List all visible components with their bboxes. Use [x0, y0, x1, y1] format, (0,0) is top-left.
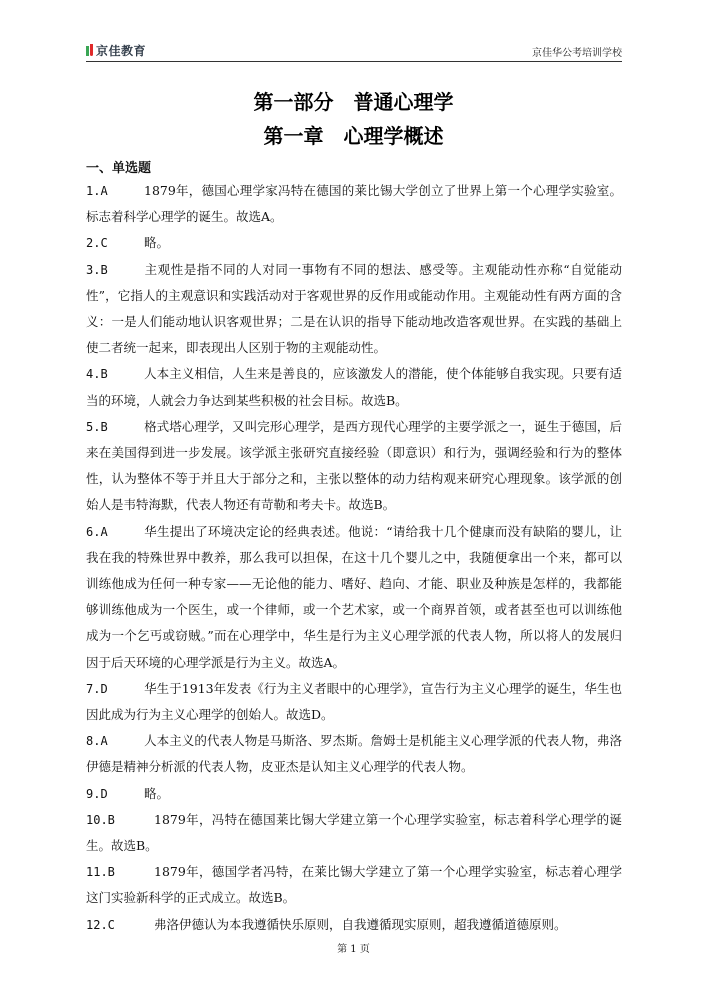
answer-explanation: 主观性是指不同的人对同一事物有不同的想法、感受等。主观能动性亦称“自觉能动性”，它指人的主观意识和实践活动对于客观世界的反作用或能动作用。主观能动性有两方面的含义：一是人们能动地认识客观世界；二是在认识的指导下能动地改造客观世界。在实践的基础上使二者统一起来，即表现出人区别于物的主观能动性。: [86, 261, 622, 356]
answer-number: 7.D: [86, 681, 108, 696]
answer-number: 11.B: [86, 865, 115, 880]
answer-number: 10.B: [86, 812, 115, 827]
answer-item-5: [86, 414, 622, 519]
answer-number: 1.A: [86, 184, 108, 198]
answer-explanation: 弗洛伊德认为本我遵循快乐原则，自我遵循现实原则，超我遵循道德原则。: [154, 916, 567, 932]
answer-item-3: [86, 257, 622, 362]
answer-explanation: 华生于1913年发表《行为主义者眼中的心理学》，宣告行为主义心理学的诞生，华生也因此成为行为主义心理学的创始人。故选D。: [86, 680, 622, 723]
part-title: 第一部分 普通心理学: [253, 90, 454, 114]
answer-number: 12.C: [86, 917, 115, 932]
answer-explanation: 1879年，冯特在德国莱比锡大学建立第一个心理学实验室，标志着科学心理学的诞生。故选B。: [86, 811, 622, 854]
answer-explanation: 略。: [144, 785, 170, 801]
answer-number: 4.B: [86, 367, 108, 382]
answer-explanation: 1879年，德国学者冯特，在莱比锡大学建立了第一个心理学实验室，标志着心理学这门实验新科学的正式成立。故选B。: [86, 864, 622, 906]
answer-explanation: 略。: [144, 235, 170, 251]
answer-item-10: [86, 807, 622, 859]
answer-explanation: 人本主义的代表人物是马斯洛、罗杰斯。詹姆士是机能主义心理学派的代表人物，弗洛伊德是精神分析派的代表人物，皮亚杰是认知主义心理学的代表人物。: [86, 733, 622, 775]
answer-item-6: [86, 519, 622, 676]
header-divider: [86, 61, 622, 62]
answer-item-4: [86, 361, 622, 413]
answer-number: 3.B: [86, 262, 108, 277]
logo-mark-icon: [86, 44, 93, 56]
chapter-title: 第一章 心理学概述: [263, 124, 444, 148]
answer-item-7: [86, 676, 622, 728]
logo-text: 京佳教育: [96, 43, 147, 58]
answer-number: 2.C: [86, 236, 108, 251]
answer-item-11: [86, 859, 622, 911]
page-number: 第 1 页: [337, 944, 370, 955]
answer-number: 6.A: [86, 524, 108, 539]
answer-number: 5.B: [86, 419, 108, 434]
answer-explanation: 华生提出了环境决定论的经典表述。他说：“请给我十几个健康而没有缺陷的婴儿，让我在我的特殊世界中教养，那么我可以担保，在这十几个婴儿之中，我随便拿出一个来，都可以训练他成为任何一种专家——无论他的能力、嗜好、趋向、才能、职业及种族是怎样的，我都能够训练他成为一个医生，或一个律师，或一个艺术家，或一个商界首领，或者甚至也可以训练他成为一个乞丐或窃贼。”而在心理学中，华生是行为主义心理学派的代表人物，所以将人的发展归因于后天环境的心理学派是行为主义。故选A。: [86, 523, 622, 670]
answer-list: [86, 178, 622, 938]
section-heading: 一、单选题: [86, 161, 152, 176]
answer-item-12: [86, 912, 622, 938]
answer-number: 9.D: [86, 786, 108, 801]
brand-logo: [86, 42, 146, 58]
answer-item-1: [86, 178, 622, 230]
school-name: 京佳华公考培训学校: [532, 48, 622, 59]
answer-item-2: [86, 230, 622, 256]
answer-number: 8.A: [86, 734, 108, 749]
page-header: [86, 38, 622, 62]
answer-item-8: [86, 728, 622, 780]
answer-item-9: [86, 781, 622, 807]
answer-explanation: 人本主义相信，人生来是善良的，应该激发人的潜能，使个体能够自我实现。只要有适当的环境，人就会力争达到某些积极的社会目标。故选B。: [86, 366, 622, 408]
answer-explanation: 1879年，德国心理学家冯特在德国的莱比锡大学创立了世界上第一个心理学实验室。标志着科学心理学的诞生。故选A。: [86, 183, 622, 225]
answer-explanation: 格式塔心理学，又叫完形心理学，是西方现代心理学的主要学派之一，诞生于德国，后来在美国得到进一步发展。该学派主张研究直接经验（即意识）和行为，强调经验和行为的整体性，认为整体不等于并且大于部分之和，主张以整体的动力结构观来研究心理现象。该学派的创始人是韦特海默，代表人物还有苛勒和考夫卡。故选B。: [86, 418, 622, 513]
